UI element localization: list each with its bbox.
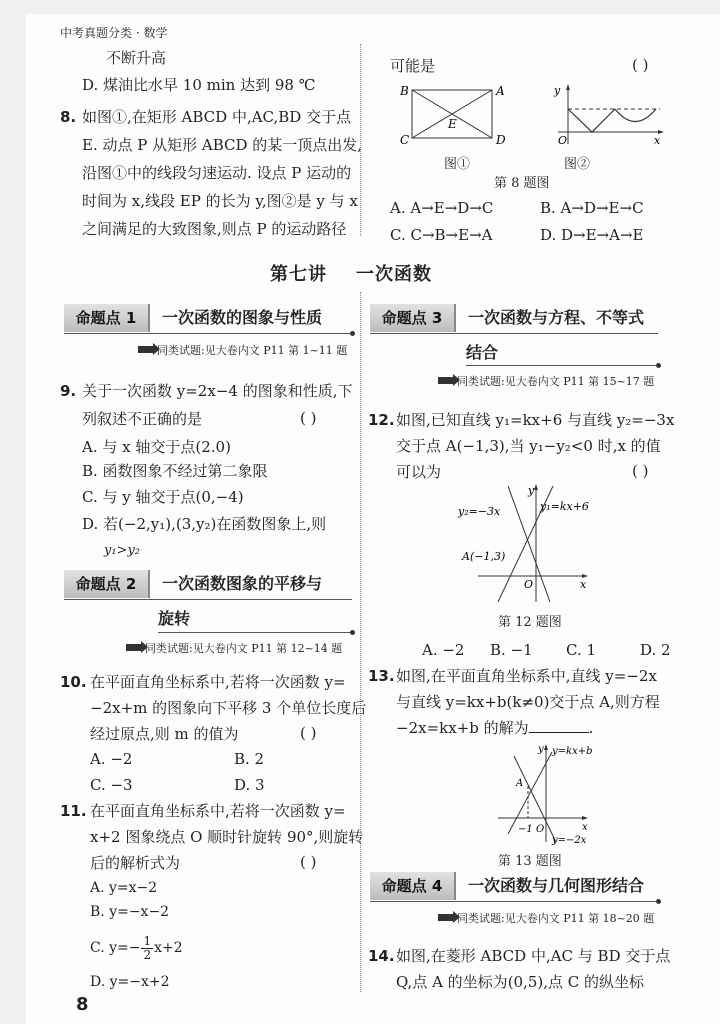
q12-line-2: 交于点 A(−1,3),当 y₁−y₂<0 时,x 的值 [396,437,661,455]
section-3-ref-text: 同类试题:见大卷内文 P11 第 15~17 题 [457,375,655,388]
q11-option-b: B. y=−x−2 [90,904,170,920]
q10-line-1: 在平面直角坐标系中,若将一次函数 y= [90,673,346,691]
q11-line-3: 后的解析式为 [90,854,181,872]
q11-option-c-tail: x+2 [154,940,183,956]
arrow-right-icon [438,377,454,384]
q8-line-3: 沿图①中的线段匀速运动. 设点 P 运动的 [82,164,352,182]
q8-answer-paren: ( ) [632,56,649,74]
q9-line-2: 列叙述不正确的是 [82,410,203,428]
section-2-title-cont: 旋转 [158,609,191,628]
axis-x-label: x [582,822,588,833]
q8-line-1: 如图①,在矩形 ABCD 中,AC,BD 交于点 [82,108,352,126]
label-a: A [496,84,505,98]
q13-line-3-text: −2x=kx+b 的解为 [396,719,529,737]
section-2-rule-2 [158,632,352,633]
q10-number: 10. [60,673,87,691]
q8-number: 8. [60,108,77,126]
q8-figure-rectangle [398,82,518,150]
section-3-rule-2 [466,365,658,366]
section-3-rule-dot [656,363,661,368]
label-y2: y₂=−3x [458,505,501,518]
q8-figure-caption: 第 8 题图 [494,176,550,191]
q12-number: 12. [368,411,395,429]
section-1-rule [64,333,352,334]
q12-answer-paren: ( ) [632,462,649,480]
section-1-rule-dot [350,331,355,336]
q13-figure-caption: 第 13 题图 [498,854,562,869]
axis-x-label: x [654,134,661,147]
q8-line-4: 时间为 x,线段 EP 的长为 y,图②是 y 与 x [82,192,358,210]
q13-line-1: 如图,在平面直角坐标系中,直线 y=−2x [396,667,657,685]
column-divider-bottom [360,292,361,992]
label-point-a: A [516,778,524,789]
q13-line-3: −2x=kx+b 的解为 . [396,714,593,742]
q13-figure-graph [496,742,606,846]
q12-option-d: D. 2 [640,641,671,659]
section-2-ref [126,640,342,656]
section-1-ref [138,342,347,358]
q11-option-d: D. y=−x+2 [90,974,170,990]
q12-option-c: C. 1 [566,641,597,659]
q8-figure1-caption: 图① [444,157,471,172]
q9-number: 9. [60,382,77,400]
section-4-title: 一次函数与几何图形结合 [468,876,645,895]
origin-label: O [558,134,568,147]
section-1-title: 一次函数的图象与性质 [162,308,323,327]
q7-option-d: D. 煤油比水早 10 min 达到 98 ℃ [82,76,316,94]
origin-label: O [524,578,534,591]
q8-option-c: C. C→B→E→A [390,226,493,244]
q7-continuation: 不断升高 [106,49,167,67]
q11-line-2: x+2 图象绕点 O 顺时针旋转 90°,则旋转 [90,828,364,846]
q9-option-d-cont: y₁>y₂ [104,543,141,558]
section-4-rule [370,901,658,902]
section-3-title: 一次函数与方程、不等式 [468,308,645,327]
q9-line-1: 关于一次函数 y=2x−4 的图象和性质,下 [82,382,353,400]
axis-y-label: y [554,84,561,97]
textbook-page [26,14,720,1024]
section-3-title-cont: 结合 [466,343,499,362]
label-line-neg2x: y=−2x [552,835,587,846]
book-header: 中考真题分类 · 数学 [60,26,168,40]
q11-option-a: A. y=x−2 [90,880,158,896]
section-3-ref [438,373,654,389]
q10-line-3: 经过原点,则 m 的值为 [90,725,239,743]
q8-figure2-caption: 图② [564,157,591,172]
q10-option-b: B. 2 [234,750,265,768]
q10-answer-paren: ( ) [300,724,317,742]
chapter-title: 第七讲 一次函数 [269,264,433,285]
arrow-right-icon [438,914,454,921]
q12-option-a: A. −2 [422,641,465,659]
label-y1: y₁=kx+6 [540,500,589,513]
section-4-badge: 命题点 4 [370,872,456,900]
q9-option-d: D. 若(−2,y₁),(3,y₂)在函数图象上,则 [82,515,327,533]
axis-y-label: y [538,744,544,755]
q8-line-5: 之间满足的大致图象,则点 P 的运动路径 [82,220,347,238]
q13-number: 13. [368,667,395,685]
q9-option-a: A. 与 x 轴交于点(2.0) [82,438,231,456]
q12-line-3: 可以为 [396,463,442,481]
label-line-kxb: y=kx+b [552,746,593,757]
q10-option-d: D. 3 [234,776,265,794]
q10-option-a: A. −2 [90,750,133,768]
q11-number: 11. [60,802,87,820]
q13-line-2: 与直线 y=kx+b(k≠0)交于点 A,则方程 [396,693,660,711]
q11-option-c-prefix: C. y=− [90,940,141,956]
q8-option-a: A. A→E→D→C [390,199,494,217]
section-2-ref-text: 同类试题:见大卷内文 P11 第 12~14 题 [145,642,343,655]
section-4-ref [438,910,654,926]
arrow-right-icon [126,644,142,651]
q10-line-2: −2x+m 的图象向下平移 3 个单位长度后 [90,699,367,717]
q9-answer-paren: ( ) [300,409,317,427]
section-3-badge: 命题点 3 [370,304,456,332]
page-number: 8 [76,994,89,1015]
q12-line-1: 如图,已知直线 y₁=kx+6 与直线 y₂=−3x [396,411,675,429]
q14-number: 14. [368,947,395,965]
section-4-rule-dot [656,899,661,904]
section-2-badge: 命题点 2 [64,570,150,598]
q12-figure-graph [456,484,596,606]
q8-line-2: E. 动点 P 从矩形 ABCD 的某一顶点出发, [82,136,363,154]
q14-line-1: 如图,在菱形 ABCD 中,AC 与 BD 交于点 [396,947,671,965]
q9-option-b: B. 函数图象不经过第二象限 [82,462,268,480]
section-4-ref-text: 同类试题:见大卷内文 P11 第 18~20 题 [457,912,655,925]
section-1-badge: 命题点 1 [64,304,150,332]
q11-line-1: 在平面直角坐标系中,若将一次函数 y= [90,802,346,820]
axis-x-label: x [580,578,587,591]
q8-figure-graph [550,82,666,148]
q11-answer-paren: ( ) [300,853,317,871]
q11-option-c [90,934,183,962]
q9-option-c: C. 与 y 轴交于点(0,−4) [82,488,244,506]
section-2-rule-dot [350,630,355,635]
label-d: D [496,133,506,147]
origin-label: O [536,824,545,835]
section-1-ref-text: 同类试题:见大卷内文 P11 第 1~11 题 [157,344,348,357]
arrow-right-icon [138,346,154,353]
fraction: $\frac{1}{2}$ [143,933,152,962]
label-neg-one: −1 [518,824,533,835]
answer-blank [529,715,589,733]
section-2-title: 一次函数图象的平移与 [162,574,323,593]
section-3-rule [370,333,658,334]
q8-option-b: B. A→D→E→C [540,199,644,217]
q12-option-b: B. −1 [490,641,533,659]
section-2-header [64,570,354,600]
section-3-header [370,304,660,334]
q8-option-d: D. D→E→A→E [540,226,644,244]
q12-figure-caption: 第 12 题图 [498,615,562,630]
label-b: B [400,84,409,98]
section-4-header [370,872,660,902]
axis-y-label: y [528,484,535,497]
q14-line-2: Q,点 A 的坐标为(0,5),点 C 的纵坐标 [396,973,645,991]
label-c: C [400,133,410,147]
q10-option-c: C. −3 [90,776,133,794]
q8-continuation: 可能是 [390,57,436,75]
label-point-a: A(−1,3) [462,550,506,563]
section-2-rule [64,599,352,600]
label-e: E [448,117,457,131]
section-1-header [64,304,354,334]
